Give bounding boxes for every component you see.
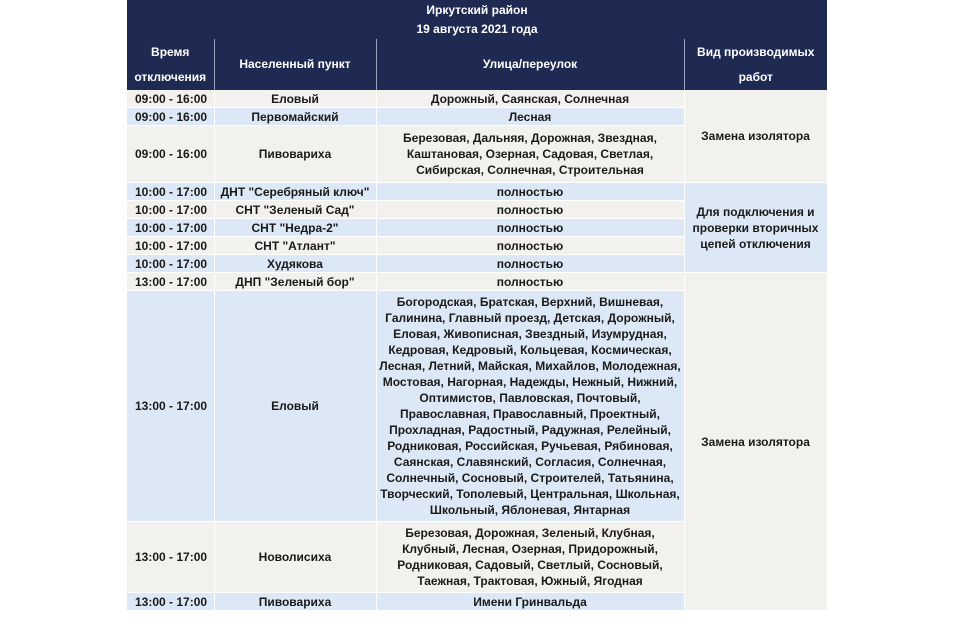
cell-street: полностью <box>376 183 684 201</box>
cell-street: Лесная <box>376 108 684 126</box>
cell-place: Новолисиха <box>214 522 376 593</box>
cell-work: Для подключения и проверки вторичных цепей отключения <box>684 183 827 273</box>
cell-time: 09:00 - 16:00 <box>127 108 214 126</box>
outage-schedule <box>127 0 827 627</box>
cell-work: Замена изолятора <box>684 90 827 183</box>
cell-place: Худякова <box>214 255 376 273</box>
table-row <box>127 273 827 291</box>
cell-time: 13:00 - 17:00 <box>127 522 214 593</box>
cell-place: СНТ "Зеленый Сад" <box>214 201 376 219</box>
cell-time: 10:00 - 17:00 <box>127 255 214 273</box>
cell-place: Пивовариха <box>214 593 376 611</box>
col-header-work: Вид производимых работ <box>684 39 827 90</box>
table-title <box>127 0 827 39</box>
cell-place: Пивовариха <box>214 126 376 183</box>
cell-place: Еловый <box>214 291 376 522</box>
col-header-place: Населенный пункт <box>214 39 376 90</box>
cell-work: Замена изолятора <box>684 273 827 611</box>
cell-street: полностью <box>376 219 684 237</box>
cell-time: 09:00 - 16:00 <box>127 126 214 183</box>
cell-street: Березовая, Дальняя, Дорожная, Звездная, Каштановая, Озерная, Садовая, Светлая, Сибирская, Солнечная, Строительная <box>376 126 684 183</box>
cell-place: СНТ "Недра-2" <box>214 219 376 237</box>
cell-place: Первомайский <box>214 108 376 126</box>
cell-place: ДНП "Зеленый бор" <box>214 273 376 291</box>
col-header-time: Время отключения <box>127 39 214 90</box>
date-title: 19 августа 2021 года <box>416 22 538 36</box>
cell-street: Богородская, Братская, Верхний, Вишневая, Галинина, Главный проезд, Детская, Дорожный, Еловая, Живописная, Звездный, Изумрудная, Кедровая, Кедровый, Кольцевая, Космическая, Лесная, Летний, Майская, Михайлов, Молодежная, Мостовая, Нагорная, Надежды, Нежный, Нижний, Оптимистов, Павловская, Почтовый, Православная, Православный, Проектный, Прохладная, Радостный, Радужная, Релейный, Родниковая, Российская, Ручьевая, Рябиновая, Саянская, Славянский, Согласия, Солнечная, Солнечный, Сосновый, Строителей, Татьянина, Творческий, Тополевый, Центральная, Школьная, Школьный, Яблоневая, Янтарная <box>376 291 684 522</box>
cell-street: полностью <box>376 255 684 273</box>
header-row <box>127 39 827 90</box>
cell-street: Имени Гринвальда <box>376 593 684 611</box>
cell-time: 13:00 - 17:00 <box>127 291 214 522</box>
cell-time: 13:00 - 17:00 <box>127 273 214 291</box>
cell-time: 13:00 - 17:00 <box>127 593 214 611</box>
cell-time: 10:00 - 17:00 <box>127 237 214 255</box>
cell-place: ДНТ "Серебряный ключ" <box>214 183 376 201</box>
cell-time: 10:00 - 17:00 <box>127 183 214 201</box>
cell-place: Еловый <box>214 90 376 108</box>
cell-street: полностью <box>376 201 684 219</box>
table-row <box>127 90 827 108</box>
region-title: Иркутский район <box>426 3 528 17</box>
col-header-street: Улица/переулок <box>376 39 684 90</box>
cell-street: Березовая, Дорожная, Зеленый, Клубная, Клубный, Лесная, Озерная, Придорожный, Родниковая, Садовый, Светлый, Сосновый, Таежная, Трактовая, Южный, Ягодная <box>376 522 684 593</box>
cell-time: 09:00 - 16:00 <box>127 90 214 108</box>
cell-street: полностью <box>376 273 684 291</box>
cell-street: полностью <box>376 237 684 255</box>
schedule-table <box>127 39 828 611</box>
table-row <box>127 183 827 201</box>
cell-street: Дорожный, Саянская, Солнечная <box>376 90 684 108</box>
cell-time: 10:00 - 17:00 <box>127 219 214 237</box>
cell-place: СНТ "Атлант" <box>214 237 376 255</box>
cell-time: 10:00 - 17:00 <box>127 201 214 219</box>
